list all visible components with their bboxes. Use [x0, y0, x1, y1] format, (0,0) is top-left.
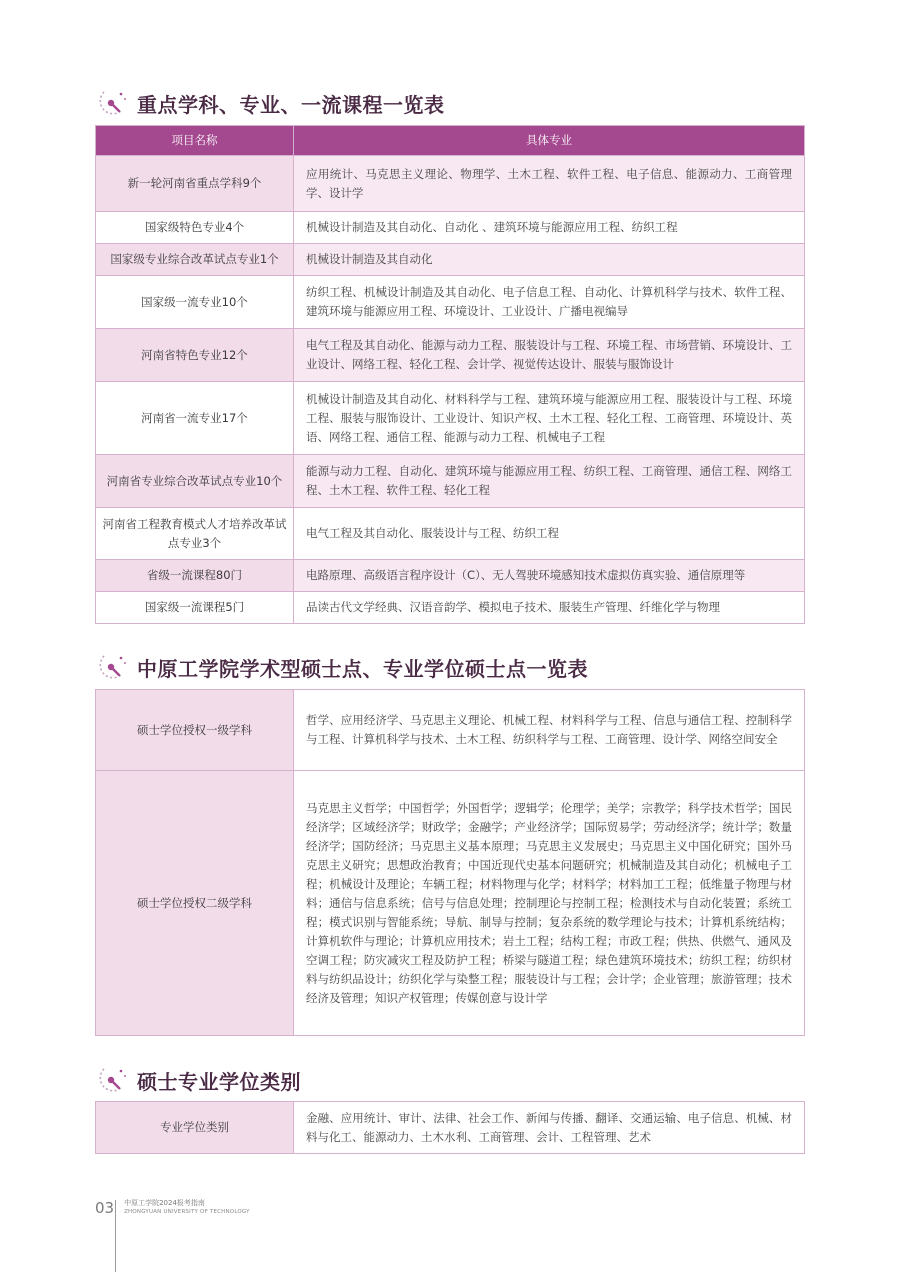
- row-detail: 电气工程及其自动化、服装设计与工程、纺织工程: [294, 508, 805, 560]
- table-row: [96, 455, 805, 508]
- section-title-text: 中原工学院学术型硕士点、专业学位硕士点一览表: [137, 656, 588, 681]
- section-title-text: 硕士专业学位类别: [137, 1069, 301, 1094]
- page-number: 03: [95, 1199, 115, 1217]
- row-name: 专业学位类别: [96, 1102, 294, 1154]
- row-detail: 纺织工程、机械设计制造及其自动化、电子信息工程、自动化、计算机科学与技术、软件工程、建筑环境与能源应用工程、环境设计、工业设计、广播电视编导: [294, 276, 805, 329]
- column-header-project: 项目名称: [96, 126, 294, 156]
- table-row: [96, 1102, 805, 1154]
- row-name: 河南省工程教育模式人才培养改革试点专业3个: [96, 508, 294, 560]
- table-row: [96, 329, 805, 382]
- table-header-row: [96, 126, 805, 156]
- magnifier-sparkle-icon: [95, 88, 129, 118]
- magnifier-sparkle-icon: [95, 652, 129, 682]
- row-name: 河南省专业综合改革试点专业10个: [96, 455, 294, 508]
- row-name: 新一轮河南省重点学科9个: [96, 156, 294, 212]
- row-name: 硕士学位授权一级学科: [96, 690, 294, 771]
- row-name: 国家级特色专业4个: [96, 212, 294, 244]
- table-row: [96, 156, 805, 212]
- row-name: 河南省特色专业12个: [96, 329, 294, 382]
- row-name: 国家级专业综合改革试点专业1个: [96, 244, 294, 276]
- table-row: [96, 690, 805, 771]
- row-detail: 哲学、应用经济学、马克思主义理论、机械工程、材料科学与工程、信息与通信工程、控制科学与工程、计算机科学与技术、土木工程、纺织科学与工程、工商管理、设计学、网络空间安全: [294, 690, 805, 771]
- row-detail: 机械设计制造及其自动化、自动化 、建筑环境与能源应用工程、纺织工程: [294, 212, 805, 244]
- footer-title: 中原工学院2024报考指南: [124, 1199, 205, 1207]
- section-title-key-disciplines: [95, 88, 445, 118]
- row-name: 河南省一流专业17个: [96, 382, 294, 455]
- table-row: [96, 382, 805, 455]
- row-detail: 马克思主义哲学；中国哲学；外国哲学；逻辑学；伦理学；美学；宗教学；科学技术哲学；国民经济学；区域经济学；财政学；金融学；产业经济学；国际贸易学；劳动经济学；统计学；数量经济学；国防经济；马克思主义基本原理；马克思主义发展史；马克思主义中国化研究；国外马克思主义研究；思想政治教育；中国近现代史基本问题研究；机械制造及其自动化；机械电子工程；机械设计及理论；车辆工程；材料物理与化学；材料学；材料加工工程；低维量子物理与材料；通信与信息系统；信号与信息处理；控制理论与控制工程；检测技术与自动化装置；系统工程；模式识别与智能系统；导航、制导与控制；复杂系统的数学理论与技术；计算机系统结构；计算机软件与理论；计算机应用技术；岩土工程；结构工程；市政工程；供热、供燃气、通风及空调工程；防灾减灾工程及防护工程；桥梁与隧道工程；绿色建筑环境技术；纺织工程；纺织材料与纺织品设计；纺织化学与染整工程；服装设计与工程；会计学；企业管理；旅游管理；技术经济及管理；知识产权管理；传媒创意与设计学: [294, 771, 805, 1036]
- magnifier-sparkle-icon: [95, 1065, 129, 1095]
- table-row: [96, 560, 805, 592]
- row-detail: 机械设计制造及其自动化: [294, 244, 805, 276]
- table-row: [96, 276, 805, 329]
- row-name: 国家级一流课程5门: [96, 592, 294, 624]
- column-header-specialties: 具体专业: [294, 126, 805, 156]
- section-title-professional-degrees: [95, 1065, 301, 1095]
- footer-subtitle: ZHONGYUAN UNIVERSITY OF TECHNOLOGY: [124, 1209, 250, 1215]
- table-row: [96, 592, 805, 624]
- footer-divider: [115, 1200, 116, 1272]
- professional-degrees-table: [95, 1101, 805, 1154]
- row-detail: 应用统计、马克思主义理论、物理学、土木工程、软件工程、电子信息、能源动力、工商管理学、设计学: [294, 156, 805, 212]
- row-name: 省级一流课程80门: [96, 560, 294, 592]
- row-detail: 品读古代文学经典、汉语音韵学、模拟电子技术、服装生产管理、纤维化学与物理: [294, 592, 805, 624]
- page-footer: [95, 1198, 250, 1218]
- key-disciplines-table: [95, 125, 805, 624]
- row-detail: 能源与动力工程、自动化、建筑环境与能源应用工程、纺织工程、工商管理、通信工程、网络工程、土木工程、软件工程、轻化工程: [294, 455, 805, 508]
- row-detail: 机械设计制造及其自动化、材料科学与工程、建筑环境与能源应用工程、服装设计与工程、环境工程、服装与服饰设计、工业设计、知识产权、土木工程、轻化工程、工商管理、环境设计、英语、网络工程、通信工程、能源与动力工程、机械电子工程: [294, 382, 805, 455]
- row-detail: 金融、应用统计、审计、法律、社会工作、新闻与传播、翻译、交通运输、电子信息、机械、材料与化工、能源动力、土木水利、工商管理、会计、工程管理、艺术: [294, 1102, 805, 1154]
- section-title-text: 重点学科、专业、一流课程一览表: [137, 92, 445, 117]
- row-name: 硕士学位授权二级学科: [96, 771, 294, 1036]
- row-detail: 电路原理、高级语言程序设计（C）、无人驾驶环境感知技术虚拟仿真实验、通信原理等: [294, 560, 805, 592]
- footer-text: [124, 1198, 250, 1217]
- row-name: 国家级一流专业10个: [96, 276, 294, 329]
- table-row: [96, 771, 805, 1036]
- table-row: [96, 244, 805, 276]
- table-row: [96, 212, 805, 244]
- section-title-master-programs: [95, 652, 588, 682]
- table-row: [96, 508, 805, 560]
- row-detail: 电气工程及其自动化、能源与动力工程、服装设计与工程、环境工程、市场营销、环境设计、工业设计、网络工程、轻化工程、会计学、视觉传达设计、服装与服饰设计: [294, 329, 805, 382]
- master-programs-table: [95, 689, 805, 1036]
